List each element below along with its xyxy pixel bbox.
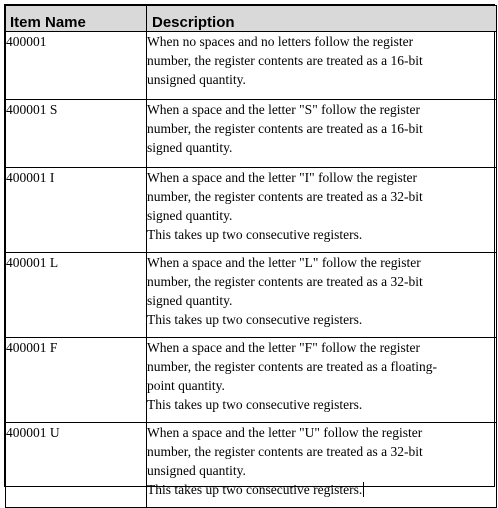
description-line: This takes up two consecutive registers.	[147, 312, 363, 327]
description-line: signed quantity.	[147, 293, 233, 308]
item-name-cell: 400001 I	[6, 168, 147, 253]
item-name-cell: 400001 S	[6, 100, 147, 168]
text-cursor-icon	[363, 482, 364, 497]
description-line: signed quantity.	[147, 208, 233, 223]
description-line: This takes up two consecutive registers.	[147, 227, 363, 242]
description-cell	[147, 338, 497, 423]
register-format-table	[5, 5, 497, 508]
description-line: number, the register contents are treated as a 32-bit	[147, 444, 423, 459]
description-line: number, the register contents are treated as a floating-	[147, 359, 437, 374]
table-row	[6, 338, 497, 423]
description-line: signed quantity.	[147, 140, 233, 155]
description-line: number, the register contents are treated as a 32-bit	[147, 189, 423, 204]
description-line: This takes up two consecutive registers.	[147, 397, 363, 412]
description-line: When a space and the letter "S" follow the register	[147, 102, 421, 117]
description-line: number, the register contents are treated as a 16-bit	[147, 121, 423, 136]
description-line: When no spaces and no letters follow the register	[147, 34, 414, 49]
description-line: When a space and the letter "I" follow the register	[147, 170, 418, 185]
table-row	[6, 100, 497, 168]
table-row	[6, 168, 497, 253]
description-line: When a space and the letter "U" follow the register	[147, 425, 423, 440]
description-line: This takes up two consecutive registers.	[147, 482, 363, 497]
table-row	[6, 32, 497, 100]
description-cell[interactable]	[147, 423, 497, 508]
description-line: When a space and the letter "L" follow the register	[147, 255, 421, 270]
description-cell	[147, 253, 497, 338]
description-cell	[147, 100, 497, 168]
description-cell	[147, 32, 497, 100]
table-header-row	[6, 6, 497, 32]
description-line: When a space and the letter "F" follow the register	[147, 340, 421, 355]
description-line-with-cursor	[147, 480, 496, 499]
table-row	[6, 253, 497, 338]
register-format-table-frame	[4, 4, 495, 497]
item-name-cell: 400001 U	[6, 423, 147, 508]
description-line: unsigned quantity.	[147, 72, 246, 87]
description-line: number, the register contents are treated as a 16-bit	[147, 53, 423, 68]
description-line: number, the register contents are treated as a 32-bit	[147, 274, 423, 289]
item-name-cell: 400001	[6, 32, 147, 100]
description-line: unsigned quantity.	[147, 463, 246, 478]
column-header-description: Description	[147, 6, 497, 32]
column-header-item-name: Item Name	[6, 6, 147, 32]
description-line: point quantity.	[147, 378, 225, 393]
description-cell	[147, 168, 497, 253]
item-name-cell: 400001 L	[6, 253, 147, 338]
item-name-cell: 400001 F	[6, 338, 147, 423]
table-row	[6, 423, 497, 508]
